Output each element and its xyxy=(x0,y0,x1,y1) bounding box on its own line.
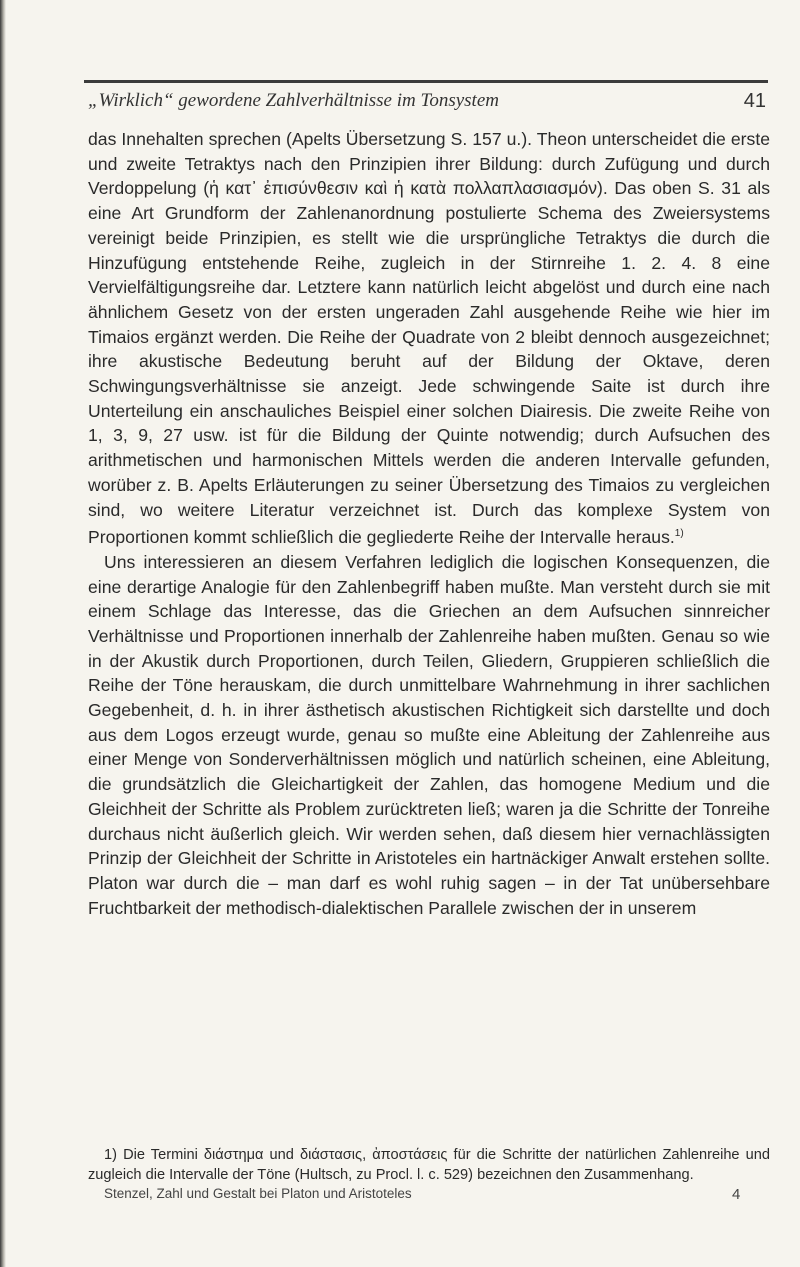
page-number: 41 xyxy=(743,90,766,112)
signature-text: Stenzel, Zahl und Gestalt bei Platon und Aristoteles xyxy=(104,1186,412,1201)
footnote-reference[interactable]: 1) xyxy=(674,528,684,540)
running-header xyxy=(88,90,766,112)
page-binding-edge xyxy=(0,0,6,1267)
sheet-number: 4 xyxy=(732,1186,741,1203)
header-rule xyxy=(84,80,768,83)
paragraph: Uns interessieren an diesem Verfahren lediglich die logischen Konsequenzen, die eine derartige Analogie für den Zahlenbegriff haben mußte. Man versteht durch sie mit einem Schlage das Interesse, das die Griechen an dem Aufsuchen sinnreicher Verhältnisse und Proportionen innerhalb der Zahlenreihe haben mußten. Genau so wie in der Akustik durch Proportionen, durch Teilen, Gliedern, Gruppieren schließlich die Reihe der Töne herauskam, die durch unmittelbare Wahrnehmung in ihrer sachlichen Gegebenheit, d. h. in ihrer ästhetisch akustischen Richtigkeit sich darstellte und doch aus dem Logos erzeugt wurde, genau so mußte eine Ableitung der Zahlenreihe aus einer Menge von Sonderverhältnissen möglich und natürlich scheinen, eine Ableitung, die grundsätzlich die Gleichartigkeit der Zahlen, das homogene Medium und die Gleichheit der Schritte als Problem zurücktreten ließ; waren ja die Schritte der Tonreihe durchaus nicht äußerlich gleich. Wir werden sehen, daß diesem hier vernachlässigten Prinzip der Gleichheit der Schritte in Aristoteles ein hartnäckiger Anwalt erstehen sollte. Platon war durch die – man darf es wohl ruhig sagen – in der Tat unübersehbare Fruchtbarkeit der methodisch-dialektischen Parallele zwischen der in unserem xyxy=(88,551,770,918)
signature-line xyxy=(104,1186,774,1201)
footnote: 1) Die Termini διάστημα und διάστασις, ἀποστάσεις für die Schritte der natürlichen Zahlenreihe und zugleich die Intervalle der Töne (Hultsch, zu Procl. l. c. 529) bezeichnen den Zusammenhang. xyxy=(88,1147,770,1183)
paragraph xyxy=(88,127,770,550)
paragraph-text: das Innehalten sprechen (Apelts Übersetzung S. 157 u.). Theon unterscheidet die erste und zweite Tetraktys nach den Prinzipien ihrer Bildung: durch Zufügung und durch Verdoppelung (ἡ κατ᾽ ἐπισύνθεσιν καὶ ἡ κατὰ πολλαπλασιασμόν). Das oben S. 31 als eine Art Grundform der Zahlenanordnung postulierte Schema des Zweiersystems vereinigt beide Prinzipien, es stellt wie die ursprüngliche Tetraktys die durch die Hinzufügung entstehende Reihe, zugleich in der Stirnreihe 1. 2. 4. 8 eine Vervielfältigungsreihe dar. Letztere kann natürlich leicht abgelöst und durch eine nach ähnlichem Gesetz von der ersten ungeraden Zahl ausgehende Reihe wie hier im Timaios ergänzt werden. Die Reihe der Quadrate von 2 bleibt dennoch ausgezeichnet; ihre akustische Bedeutung beruht auf der Bildung der Oktave, deren Schwingungsverhältnisse sie anzeigt. Jede schwingende Saite ist durch ihre Unterteilung ein anschauliches Beispiel einer solchen Diairesis. Die zweite Reihe von 1, 3, 9, 27 usw. ist für die Bildung der Quinte notwendig; durch Aufsuchen des arithmetischen und harmonischen Mittels werden die anderen Intervalle gefunden, worüber z. B. Apelts Erläuterungen zu seiner Übersetzung des Timaios zu vergleichen sind, wo weitere Literatur verzeichnet ist. Durch das komplexe System von Proportionen kommt schließlich die gegliederte Reihe der Intervalle heraus. xyxy=(88,129,770,548)
running-title: „Wirklich“ gewordene Zahlverhältnisse im Tonsystem xyxy=(88,90,499,111)
main-text xyxy=(88,127,770,920)
footnotes xyxy=(88,1145,770,1185)
